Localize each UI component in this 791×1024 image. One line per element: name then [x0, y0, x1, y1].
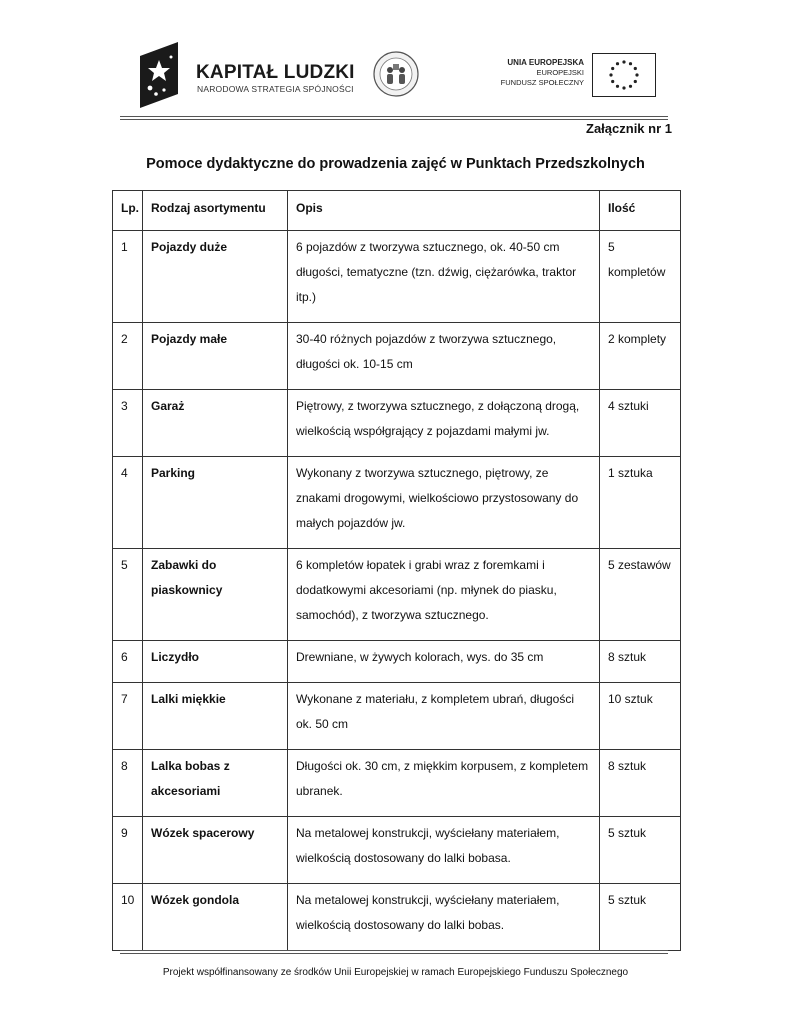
row-description: Piętrowy, z tworzywa sztucznego, z dołączoną drogą, wielkością współgrający z pojazdami małymi jw. [288, 390, 600, 457]
row-item-name: Garaż [143, 390, 288, 457]
row-description: 6 kompletów łopatek i grabi wraz z foremkami i dodatkowymi akcesoriami (np. młynek do piasku, samochód), z tworzywa sztucznego. [288, 549, 600, 641]
eu-flag-icon [592, 53, 656, 97]
row-lp: 7 [113, 683, 143, 750]
row-lp: 1 [113, 231, 143, 323]
row-item-name: Liczydło [143, 641, 288, 683]
row-item-name: Wózek gondola [143, 884, 288, 951]
page-header [0, 0, 791, 120]
header-lp: Lp. [113, 191, 143, 231]
kapital-ludzki-title: KAPITAŁ LUDZKI [196, 62, 355, 83]
header-item-type: Rodzaj asortymentu [143, 191, 288, 231]
row-description: Na metalowej konstrukcji, wyściełany materiałem, wielkością dostosowany do lalki bobasa. [288, 817, 600, 884]
row-quantity: 5 sztuk [600, 817, 681, 884]
attachment-label: Załącznik nr 1 [586, 121, 672, 136]
table-row [113, 549, 681, 641]
row-item-name: Lalka bobas z akcesoriami [143, 750, 288, 817]
table-row [113, 683, 681, 750]
row-item-name: Zabawki do piaskownicy [143, 549, 288, 641]
footer-text: Projekt współfinansowany ze środków Unii Europejskiej w ramach Europejskiego Funduszu Społecznego [162, 967, 629, 978]
row-item-name: Parking [143, 457, 288, 549]
row-item-name: Lalki miękkie [143, 683, 288, 750]
row-description: Wykonane z materiału, z kompletem ubrań, długości ok. 50 cm [288, 683, 600, 750]
row-description: Długości ok. 30 cm, z miękkim korpusem, z kompletem ubranek. [288, 750, 600, 817]
document-title: Pomoce dydaktyczne do prowadzenia zajęć w Punktach Przedszkolnych [146, 156, 645, 172]
kapital-ludzki-subtitle: NARODOWA STRATEGIA SPÓJNOŚCI [197, 84, 354, 94]
row-quantity: 5 sztuk [600, 884, 681, 951]
row-item-name: Wózek spacerowy [143, 817, 288, 884]
table-row [113, 641, 681, 683]
table-row [113, 884, 681, 951]
row-item-name: Pojazdy małe [143, 323, 288, 390]
header-divider-top [120, 116, 668, 117]
row-quantity: 8 sztuk [600, 750, 681, 817]
row-lp: 4 [113, 457, 143, 549]
row-description: Wykonany z tworzywa sztucznego, piętrowy, ze znakami drogowymi, wielkościowo przystosowany do małych pojazdów jw. [288, 457, 600, 549]
row-description: 6 pojazdów z tworzywa sztucznego, ok. 40-50 cm długości, tematyczne (tzn. dźwig, ciężarówka, traktor itp.) [288, 231, 600, 323]
eu-text-line3: FUNDUSZ SPOŁECZNY [500, 78, 584, 87]
row-lp: 3 [113, 390, 143, 457]
row-quantity: 8 sztuk [600, 641, 681, 683]
row-quantity: 4 sztuki [600, 390, 681, 457]
preschool-emblem-icon [372, 50, 420, 98]
row-lp: 9 [113, 817, 143, 884]
row-lp: 2 [113, 323, 143, 390]
row-lp: 8 [113, 750, 143, 817]
eu-fund-text [490, 58, 584, 88]
row-description: Drewniane, w żywych kolorach, wys. do 35 cm [288, 641, 600, 683]
table-row [113, 817, 681, 884]
row-quantity: 1 sztuka [600, 457, 681, 549]
row-lp: 6 [113, 641, 143, 683]
row-quantity: 5 zestawów [600, 549, 681, 641]
table-row [113, 457, 681, 549]
row-quantity: 2 komplety [600, 323, 681, 390]
kapital-ludzki-logo-icon [140, 42, 178, 108]
footer-divider-top [120, 950, 668, 951]
header-description: Opis [288, 191, 600, 231]
table-row [113, 323, 681, 390]
row-quantity: 5 kompletów [600, 231, 681, 323]
eu-text-line1: UNIA EUROPEJSKA [507, 58, 584, 67]
header-quantity: Ilość [600, 191, 681, 231]
row-description: Na metalowej konstrukcji, wyściełany materiałem, wielkością dostosowany do lalki bobas. [288, 884, 600, 951]
row-item-name: Pojazdy duże [143, 231, 288, 323]
eu-text-line2: EUROPEJSKI [536, 68, 584, 77]
row-description: 30-40 różnych pojazdów z tworzywa sztucznego, długości ok. 10-15 cm [288, 323, 600, 390]
table-row [113, 390, 681, 457]
header-divider-bottom [120, 119, 668, 120]
footer-divider-bottom [120, 953, 668, 954]
row-quantity: 10 sztuk [600, 683, 681, 750]
row-lp: 5 [113, 549, 143, 641]
table-row [113, 231, 681, 323]
row-lp: 10 [113, 884, 143, 951]
table-row [113, 750, 681, 817]
items-table [112, 190, 681, 951]
table-header-row [113, 191, 681, 231]
